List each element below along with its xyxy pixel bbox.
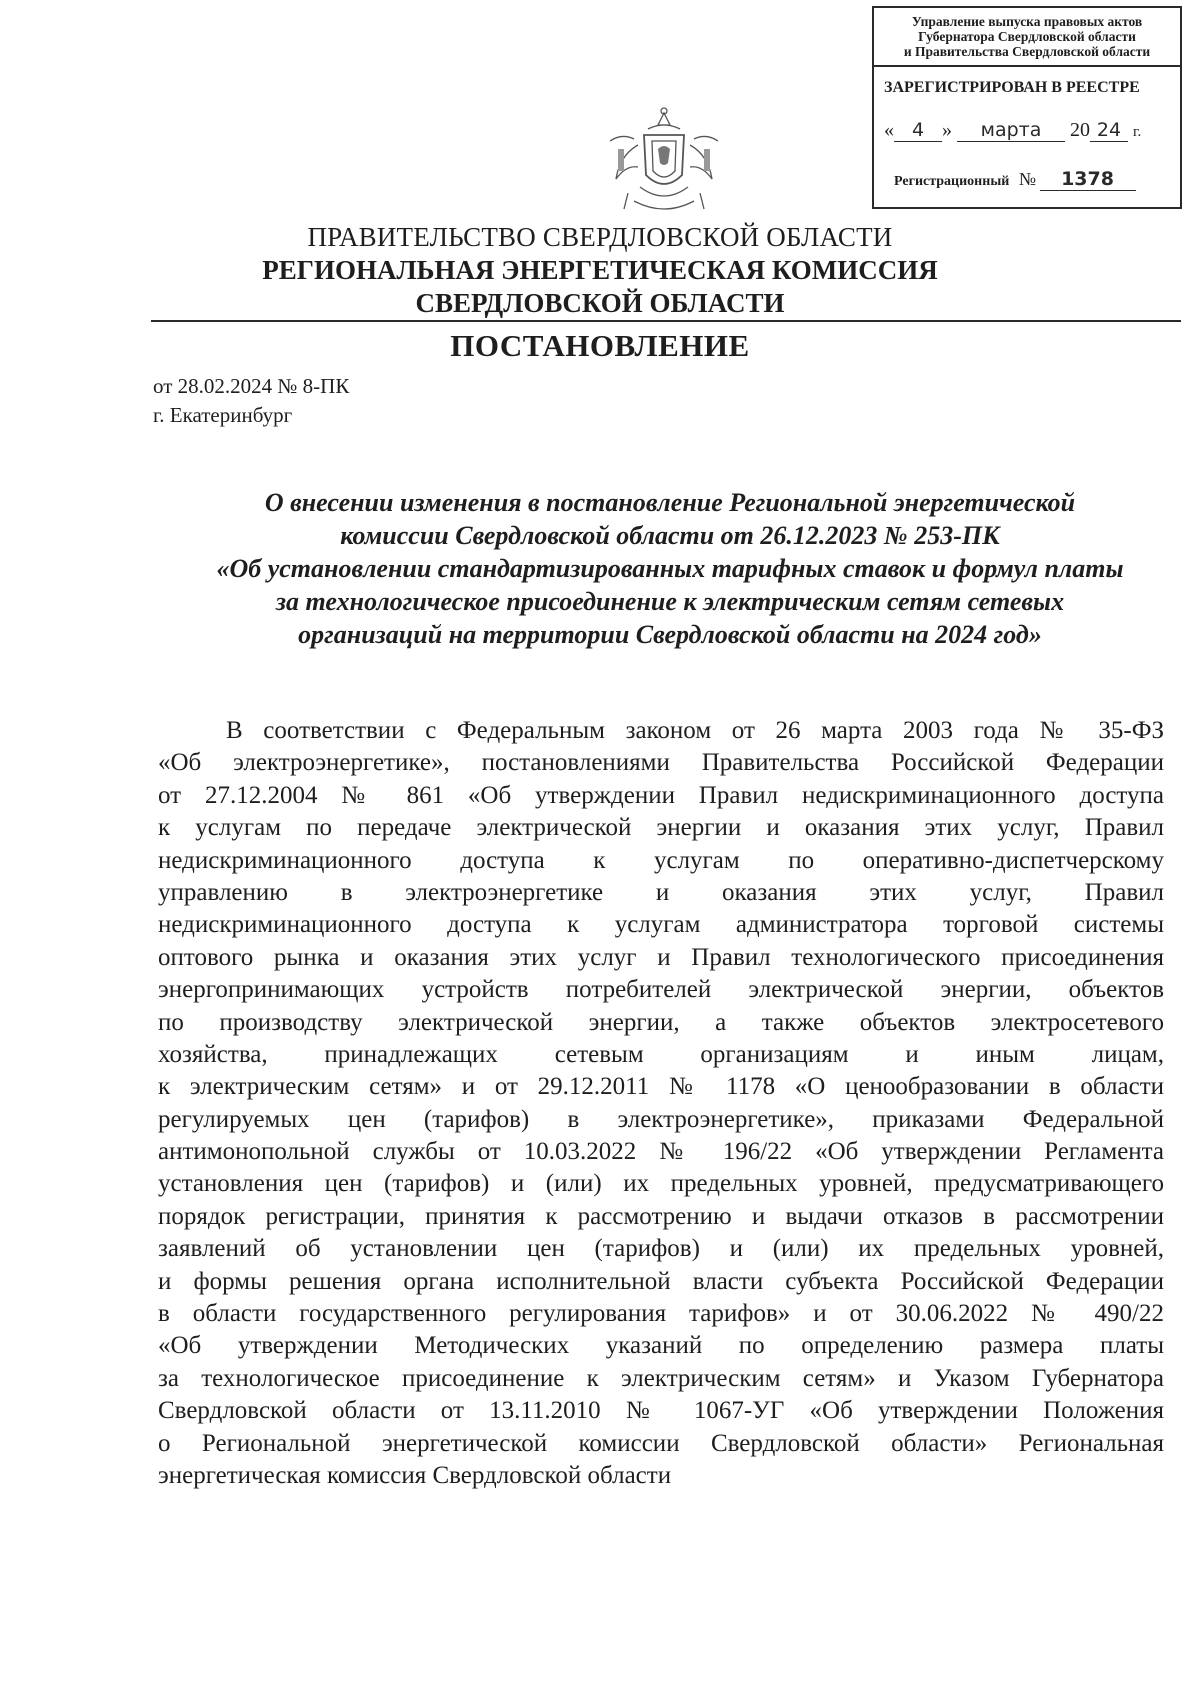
body-line: оптового рынка и оказания этих услуг и Правил технологического присоединения <box>158 943 1164 971</box>
commission-name-line-2: СВЕРДЛОВСКОЙ ОБЛАСТИ <box>415 288 785 318</box>
registry-stamp <box>872 6 1182 209</box>
stamp-month: марта <box>957 119 1065 142</box>
title-line: О внесении изменения в постановление Региональной энергетической <box>264 488 1076 517</box>
document-type-heading: ПОСТАНОВЛЕНИЕ <box>450 328 750 363</box>
stamp-year-prefix: 20 <box>1070 119 1090 141</box>
document-date-number: от 28.02.2024 № 8-ПК <box>153 374 350 398</box>
stamp-regno-value: 1378 <box>1040 168 1136 191</box>
body-line: энергопринимающих устройств потребителей электрической энергии, объектов <box>158 976 1164 1004</box>
body-line: в области государственного регулирования тарифов» и от 30.06.2022 № 490/22 <box>158 1300 1164 1328</box>
body-line: установления цен (тарифов) и (или) их предельных уровней, предусматривающего <box>158 1170 1164 1198</box>
stamp-year-unit: г. <box>1133 124 1142 140</box>
body-line: за технологическое присоединение к электрическим сетям» и Указом Губернатора <box>158 1364 1164 1392</box>
body-line: «Об электроэнергетике», постановлениями Правительства Российской Федерации <box>158 749 1164 777</box>
body-line: антимонопольной службы от 10.03.2022 № 196/22 «Об утверждении Регламента <box>158 1138 1164 1166</box>
stamp-year-suffix: 24 <box>1090 119 1128 142</box>
stamp-date-close-quote: » <box>942 119 952 141</box>
government-name: ПРАВИТЕЛЬСТВО СВЕРДЛОВСКОЙ ОБЛАСТИ <box>307 222 893 252</box>
body-line: энергетическая комиссия Свердловской области <box>158 1461 672 1489</box>
title-line: комиссии Свердловской области от 26.12.2023 № 253-ПК <box>340 521 1000 550</box>
commission-name-line-1: РЕГИОНАЛЬНАЯ ЭНЕРГЕТИЧЕСКАЯ КОМИССИЯ <box>262 255 938 285</box>
body-line: порядок регистрации, принятия к рассмотрению и выдачи отказов в рассмотрении <box>158 1202 1164 1230</box>
stamp-registration-number <box>894 168 1136 191</box>
title-line: «Об установлении стандартизированных тарифных ставок и формул платы <box>216 554 1124 583</box>
coat-of-arms-icon <box>598 105 730 217</box>
body-line: и формы решения органа исполнительной власти субъекта Российской Федерации <box>158 1267 1164 1295</box>
stamp-day: 4 <box>894 119 942 142</box>
body-line: хозяйства, принадлежащих сетевым организациям и иным лицам, <box>158 1040 1164 1068</box>
body-line: по производству электрической энергии, а также объектов электросетевого <box>158 1008 1164 1036</box>
body-line: заявлений об установлении цен (тарифов) и (или) их предельных уровней, <box>158 1235 1164 1263</box>
stamp-regno-sign: № <box>1018 169 1037 189</box>
stamp-regno-label: Регистрационный <box>894 174 1010 189</box>
stamp-org-line: Губернатора Свердловской области <box>918 29 1136 44</box>
stamp-organization <box>874 8 1180 67</box>
stamp-date <box>884 119 1141 142</box>
body-line: В соответствии с Федеральным законом от 26 марта 2003 года № 35-ФЗ <box>226 717 1164 744</box>
body-line: недискриминационного доступа к услугам администратора торговой системы <box>158 911 1164 939</box>
body-paragraph <box>158 715 1164 1492</box>
body-line: от 27.12.2004 № 861 «Об утверждении Правил недискриминационного доступа <box>158 781 1164 809</box>
stamp-registered-label: ЗАРЕГИСТРИРОВАН В РЕЕСТРЕ <box>884 79 1140 96</box>
body-line: «Об утверждении Методических указаний по определению размера платы <box>158 1332 1164 1360</box>
body-line: регулируемых цен (тарифов) в электроэнергетике», приказами Федеральной <box>158 1105 1164 1133</box>
body-line: о Региональной энергетической комиссии Свердловской области» Региональная <box>158 1429 1164 1457</box>
body-line: Свердловской области от 13.11.2010 № 1067-УГ «Об утверждении Положения <box>158 1397 1164 1425</box>
document-city: г. Екатеринбург <box>153 403 293 427</box>
stamp-date-open-quote: « <box>884 119 894 141</box>
body-line: к электрическим сетям» и от 29.12.2011 № 1178 «О ценообразовании в области <box>158 1073 1164 1101</box>
header-divider <box>151 320 1181 322</box>
stamp-org-line: и Правительства Свердловской области <box>903 44 1151 59</box>
body-line: недискриминационного доступа к услугам по оперативно-диспетчерскому <box>158 846 1164 874</box>
title-line: за технологическое присоединение к электрическим сетям сетевых <box>275 587 1065 616</box>
body-line: к услугам по передаче электрической энергии и оказания этих услуг, Правил <box>158 814 1164 842</box>
stamp-org-line: Управление выпуска правовых актов <box>911 14 1143 29</box>
document-title <box>140 486 1200 651</box>
body-line: управлению в электроэнергетике и оказания этих услуг, Правил <box>158 878 1164 906</box>
title-line: организаций на территории Свердловской области на 2024 год» <box>298 620 1042 649</box>
